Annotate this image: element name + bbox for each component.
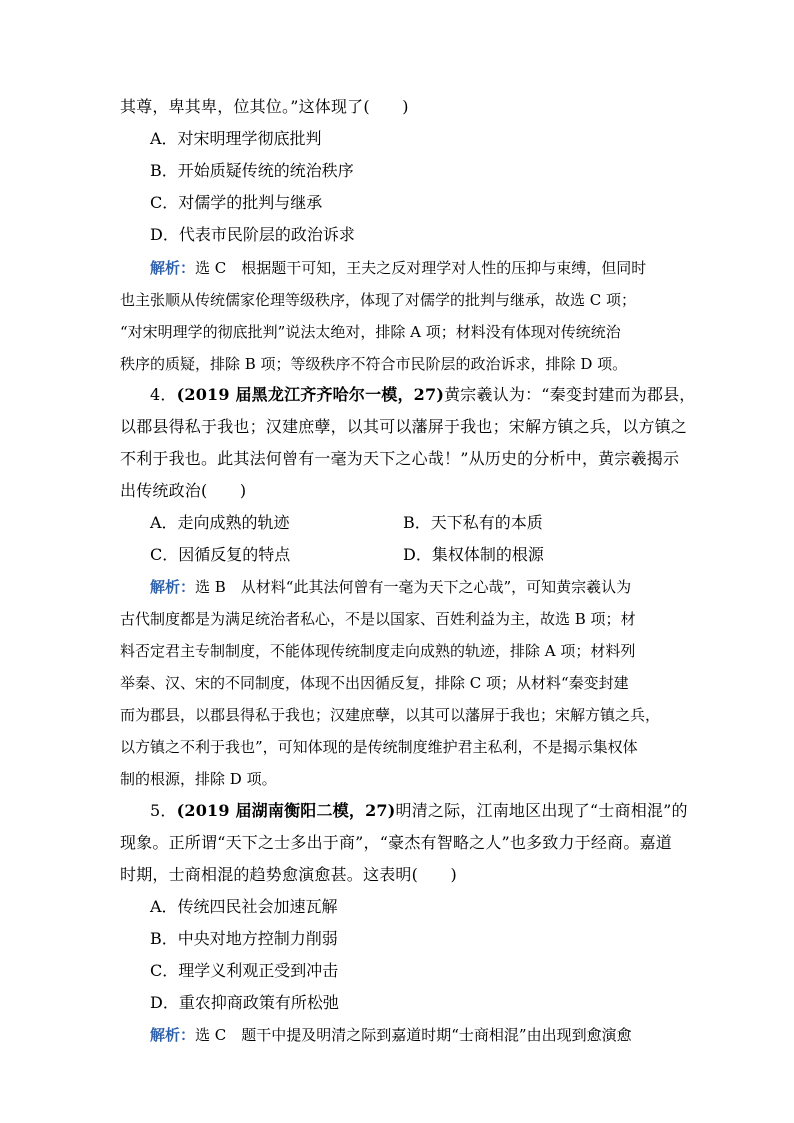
q4-analysis-line-7: 制的根源，排除 D 项。 (120, 770, 277, 788)
q5-option-d: D．重农抑商政策有所松弛 (150, 993, 339, 1012)
q4-analysis-line-5: 而为郡县，以郡县得私于我也；汉建庶孽，以其可以藩屏于我也；宋解方镇之兵， (120, 706, 661, 724)
q3-stem: 其尊，卑其卑，位其位。”这体现了( ) (120, 97, 409, 116)
q5-number: 5． (150, 801, 177, 820)
analysis-label: 解析： (150, 578, 196, 596)
q5-option-a: A．传统四民社会加速瓦解 (150, 897, 338, 916)
q4-option-a: A．走向成熟的轨迹 (150, 513, 290, 532)
q5-stem-line-1: 5．(2019 届湖南衡阳二模，27)明清之际，江南地区出现了“士商相混”的 (150, 801, 688, 820)
q4-option-d: D．集权体制的根源 (403, 545, 544, 564)
q4-stem-line-2: 以郡县得私于我也；汉建庶孽，以其可以藩屏于我也；宋解方镇之兵，以方镇之 (120, 417, 688, 436)
q4-analysis-line-3: 料否定君主专制制度，不能体现传统制度走向成熟的轨迹，排除 A 项；材料列 (120, 642, 636, 660)
q4-stem-line-4: 出传统政治( ) (120, 481, 247, 500)
q5-stem-line-2: 现象。正所谓“天下之士多出于商”，“豪杰有智略之人”也多致力于经商。嘉道 (120, 833, 672, 852)
q3-option-c: C．对儒学的批判与继承 (150, 193, 323, 212)
q4-analysis-line-4: 举秦、汉、宋的不同制度，体现不出因循反复，排除 C 项；从材料“秦变封建 (120, 674, 629, 692)
q3-option-d: D．代表市民阶层的政治诉求 (150, 225, 355, 244)
q4-analysis-line-6: 以方镇之不利于我也”，可知体现的是传统制度维护君主私利，不是揭示集权体 (120, 738, 638, 756)
q3-analysis-line-2: 也主张顺从传统儒家伦理等级秩序，体现了对儒学的批判与继承，故选 C 项； (120, 291, 637, 309)
q4-option-c: C．因循反复的特点 (150, 545, 291, 564)
q4-analysis-line-1: 解析：选 B 从材料“此其法何曾有一毫为天下之心哉”，可知黄宗羲认为 (150, 578, 632, 596)
q3-analysis-line-3: “对宋明理学的彻底批判”说法太绝对，排除 A 项；材料没有体现对传统统治 (120, 323, 621, 341)
q5-option-b: B．中央对地方控制力削弱 (150, 929, 338, 948)
q3-analysis-line-1: 解析：选 C 根据题干可知，王夫之反对理学对人性的压抑与束缚，但同时 (150, 259, 647, 277)
q4-analysis-line-2: 古代制度都是为满足统治者私心，不是以国家、百姓利益为主，故选 B 项；材 (120, 610, 636, 628)
q4-option-b: B．天下私有的本质 (403, 513, 543, 532)
q5-analysis-line-1: 解析：选 C 题干中提及明清之际到嘉道时期“士商相混”由出现到愈演愈 (150, 1026, 632, 1044)
q4-number: 4． (150, 385, 177, 404)
q4-stem-line-1: 4．(2019 届黑龙江齐齐哈尔一模，27)黄宗羲认为：“秦变封建而为郡县， (150, 385, 696, 404)
q3-option-b: B．开始质疑传统的统治秩序 (150, 161, 354, 180)
q4-stem-line-3: 不利于我也。此其法何曾有一毫为天下之心哉！”从历史的分析中，黄宗羲揭示 (120, 449, 680, 468)
q3-option-a: A．对宋明理学彻底批判 (150, 129, 322, 148)
analysis-label: 解析： (150, 1026, 196, 1044)
q3-analysis-line-4: 秩序的质疑，排除 B 项；等级秩序不符合市民阶层的政治诉求，排除 D 项。 (120, 355, 628, 373)
q4-source: (2019 届黑龙江齐齐哈尔一模，27) (176, 385, 445, 404)
q5-option-c: C．理学义利观正受到冲击 (150, 961, 339, 980)
q5-source: (2019 届湖南衡阳二模，27) (176, 801, 396, 820)
analysis-label: 解析： (150, 259, 196, 277)
q5-stem-line-3: 时期，士商相混的趋势愈演愈甚。这表明( ) (120, 865, 457, 884)
